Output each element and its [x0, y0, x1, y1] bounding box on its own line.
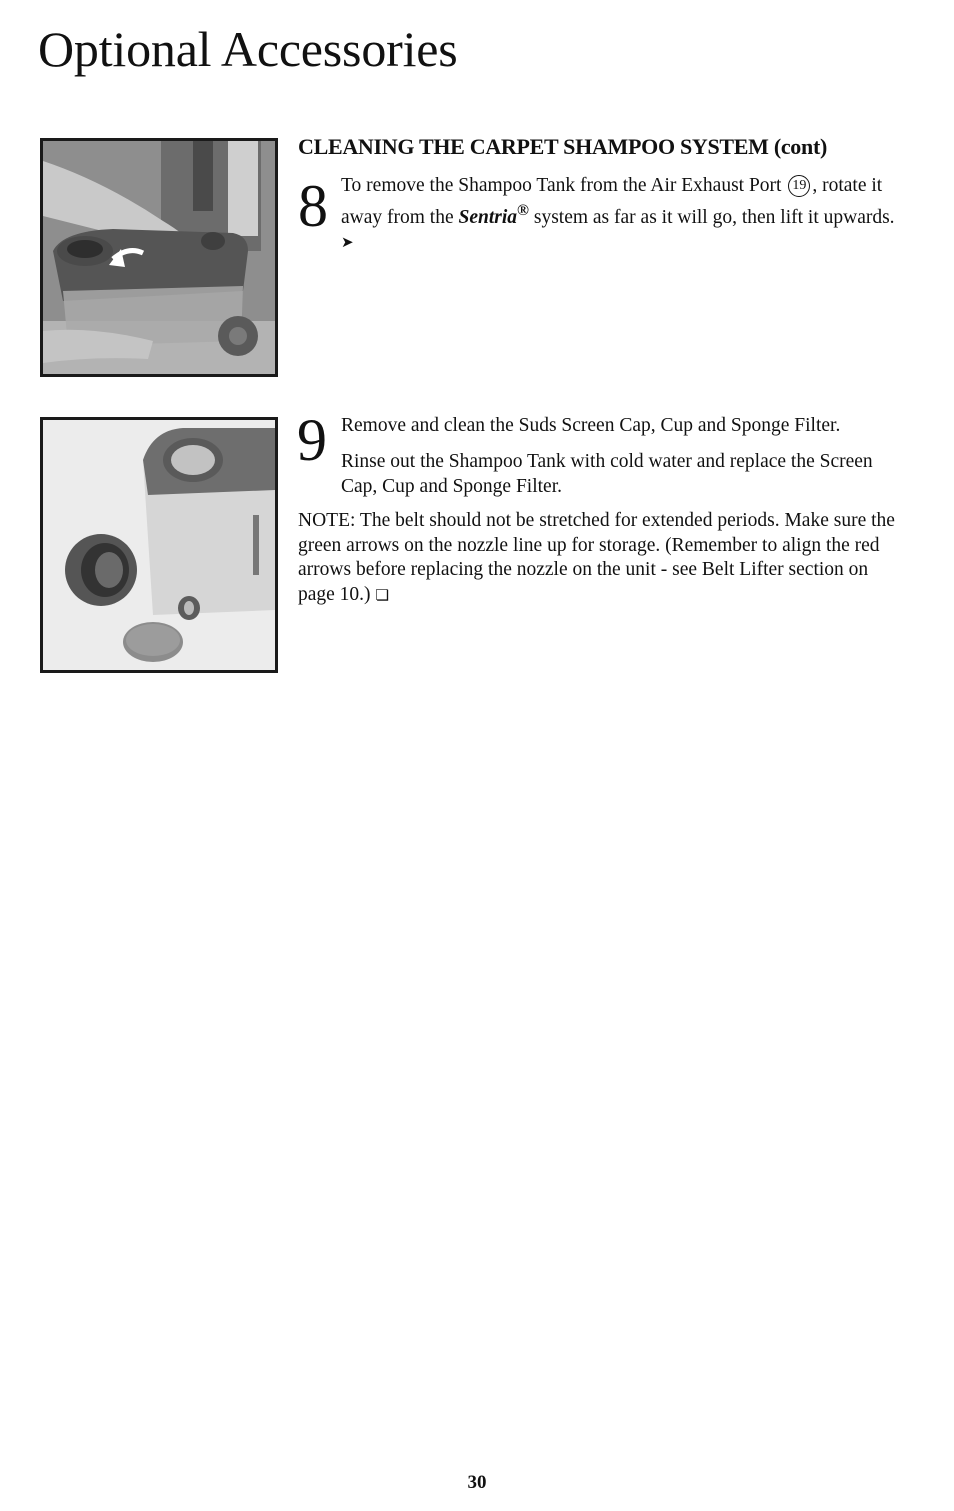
registered-mark: ® [517, 201, 529, 219]
section-heading: CLEANING THE CARPET SHAMPOO SYSTEM (cont) [298, 134, 827, 159]
step-8-text [341, 174, 901, 255]
end-square-icon: ❏ [375, 585, 389, 604]
step-number-9: 9 [297, 407, 327, 473]
photo-tank-and-filters [40, 417, 278, 673]
page-number: 30 [467, 1472, 487, 1493]
note-body: NOTE: The belt should not be stretched for extended periods. Make sure the green arrows on the nozzle line up for storage. (Remember to align the red arrows before replacing the nozzle on the unit - see Belt Lifter section on page 10.) [298, 510, 895, 605]
photo-remove-shampoo-tank [40, 138, 278, 377]
brand-name: Sentria [458, 206, 518, 228]
arrow-right-icon: ➤ [341, 233, 354, 251]
step-8-text-c: system as far as it will go, then lift it upwards. [533, 206, 895, 228]
step-number-8: 8 [298, 173, 328, 239]
step-9-text-1: Remove and clean the Suds Screen Cap, Cup and Sponge Filter. [341, 415, 841, 436]
note-text [298, 509, 898, 607]
step-9-text-2: Rinse out the Shampoo Tank with cold water and replace the Screen Cap, Cup and Sponge Filter. [341, 451, 873, 497]
step-8-text-b: , rotate it away from the [341, 175, 883, 228]
callout-number-19: 19 [788, 175, 810, 197]
page-title: Optional Accessories [38, 21, 458, 77]
step-8-text-a: To remove the Shampoo Tank from the Air Exhaust Port [341, 175, 782, 196]
